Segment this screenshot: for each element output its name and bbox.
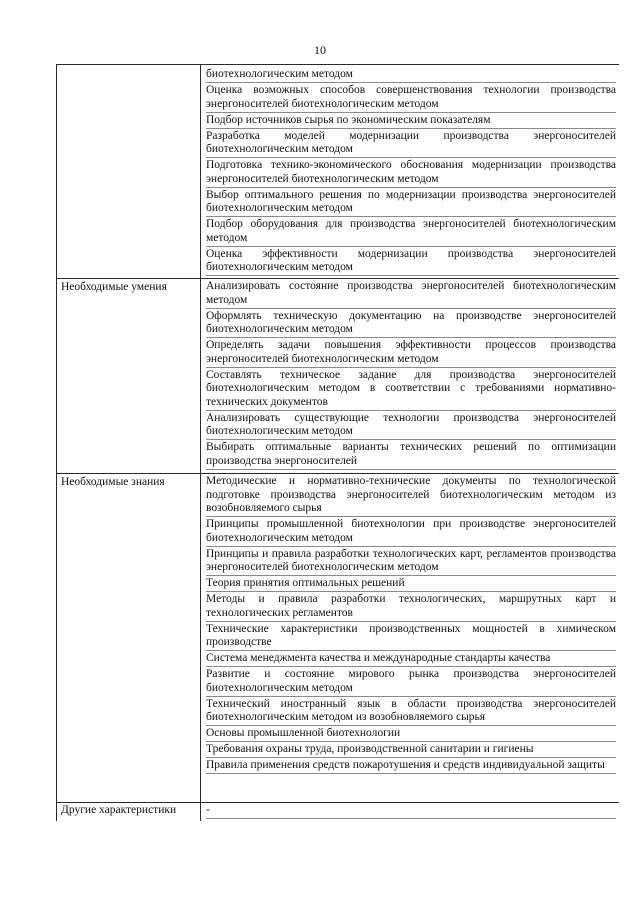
list-item: Теория принятия оптимальных решений <box>206 577 616 592</box>
list-item: Технические характеристики производственных мощностей в химическом производстве <box>206 623 616 652</box>
list-item: Подготовка технико-экономического обоснования модернизации производства энергоносителей биотехнологическим методом <box>206 159 616 188</box>
list-item: - <box>206 804 616 819</box>
list-item: Анализировать состояние производства энергоносителей биотехнологическим методом <box>206 280 616 309</box>
list-item: биотехнологическим методом <box>206 68 616 83</box>
row-label-other: Другие характеристики <box>61 804 177 816</box>
list-item: Разработка моделей модернизации производства энергоносителей биотехнологическим методом <box>206 130 616 159</box>
row-divider <box>57 802 619 803</box>
column-divider <box>200 65 201 821</box>
requirements-table <box>56 64 619 821</box>
list-item: Принципы и правила разработки технологических карт, регламентов производства энергоносителей биотехнологическим методом <box>206 548 616 577</box>
row-divider <box>57 278 619 279</box>
list-item: Определять задачи повышения эффективности процессов производства энергоносителей биотехнологическим методом <box>206 339 616 368</box>
list-item: Анализировать существующие технологии производства энергоносителей биотехнологическим методом <box>206 412 616 441</box>
list-item: Выбирать оптимальные варианты технических решений по оптимизации производства энергоносителей <box>206 441 616 470</box>
list-item: Подбор источников сырья по экономическим показателям <box>206 114 616 129</box>
row-2-items <box>206 280 616 471</box>
list-item: Основы промышленной биотехнологии <box>206 727 616 742</box>
list-item: Система менеджмента качества и международные стандарты качества <box>206 652 616 667</box>
row-4-items <box>206 804 616 820</box>
list-item: Методы и правила разработки технологических, маршрутных карт и технологических регламентов <box>206 593 616 622</box>
list-item: Подбор оборудования для производства энергоносителей биотехнологическим методом <box>206 218 616 247</box>
list-item: Развитие и состояние мирового рынка производства энергоносителей биотехнологическим методом <box>206 668 616 697</box>
list-item: Оценка возможных способов совершенствования технологии производства энергоносителей биотехнологическим методом <box>206 84 616 113</box>
page-number: 10 <box>314 43 326 57</box>
list-item: Выбор оптимального решения по модернизации производства энергоносителей биотехнологическим методом <box>206 189 616 218</box>
list-item: Требования охраны труда, производственной санитарии и гигиены <box>206 743 616 758</box>
row-label-skills: Необходимые умения <box>61 281 167 293</box>
row-divider <box>57 473 619 474</box>
list-item: Принципы промышленной биотехнологии при производстве энергоносителей биотехнологическим методом <box>206 518 616 547</box>
row-label-knowledge: Необходимые знания <box>61 476 165 488</box>
list-item: Оформлять техническую документацию на производстве энергоносителей биотехнологическим методом <box>206 310 616 339</box>
row-3-items <box>206 475 616 775</box>
list-item: Составлять техническое задание для производства энергоносителей биотехнологическим методом в соответствии с требованиями нормативно-технических документов <box>206 369 616 411</box>
list-item: Методические и нормативно-технические документы по технологической подготовке производства энергоносителей биотехнологическим методом из возобновляемого сырья <box>206 475 616 517</box>
list-item: Технический иностранный язык в области производства энергоносителей биотехнологическим методом из возобновляемого сырья <box>206 698 616 727</box>
list-item: Оценка эффективности модернизации производства энергоносителей биотехнологическим методом <box>206 248 616 277</box>
row-1-items <box>206 68 616 277</box>
list-item: Правила применения средств пожаротушения и средств индивидуальной защиты <box>206 759 616 774</box>
